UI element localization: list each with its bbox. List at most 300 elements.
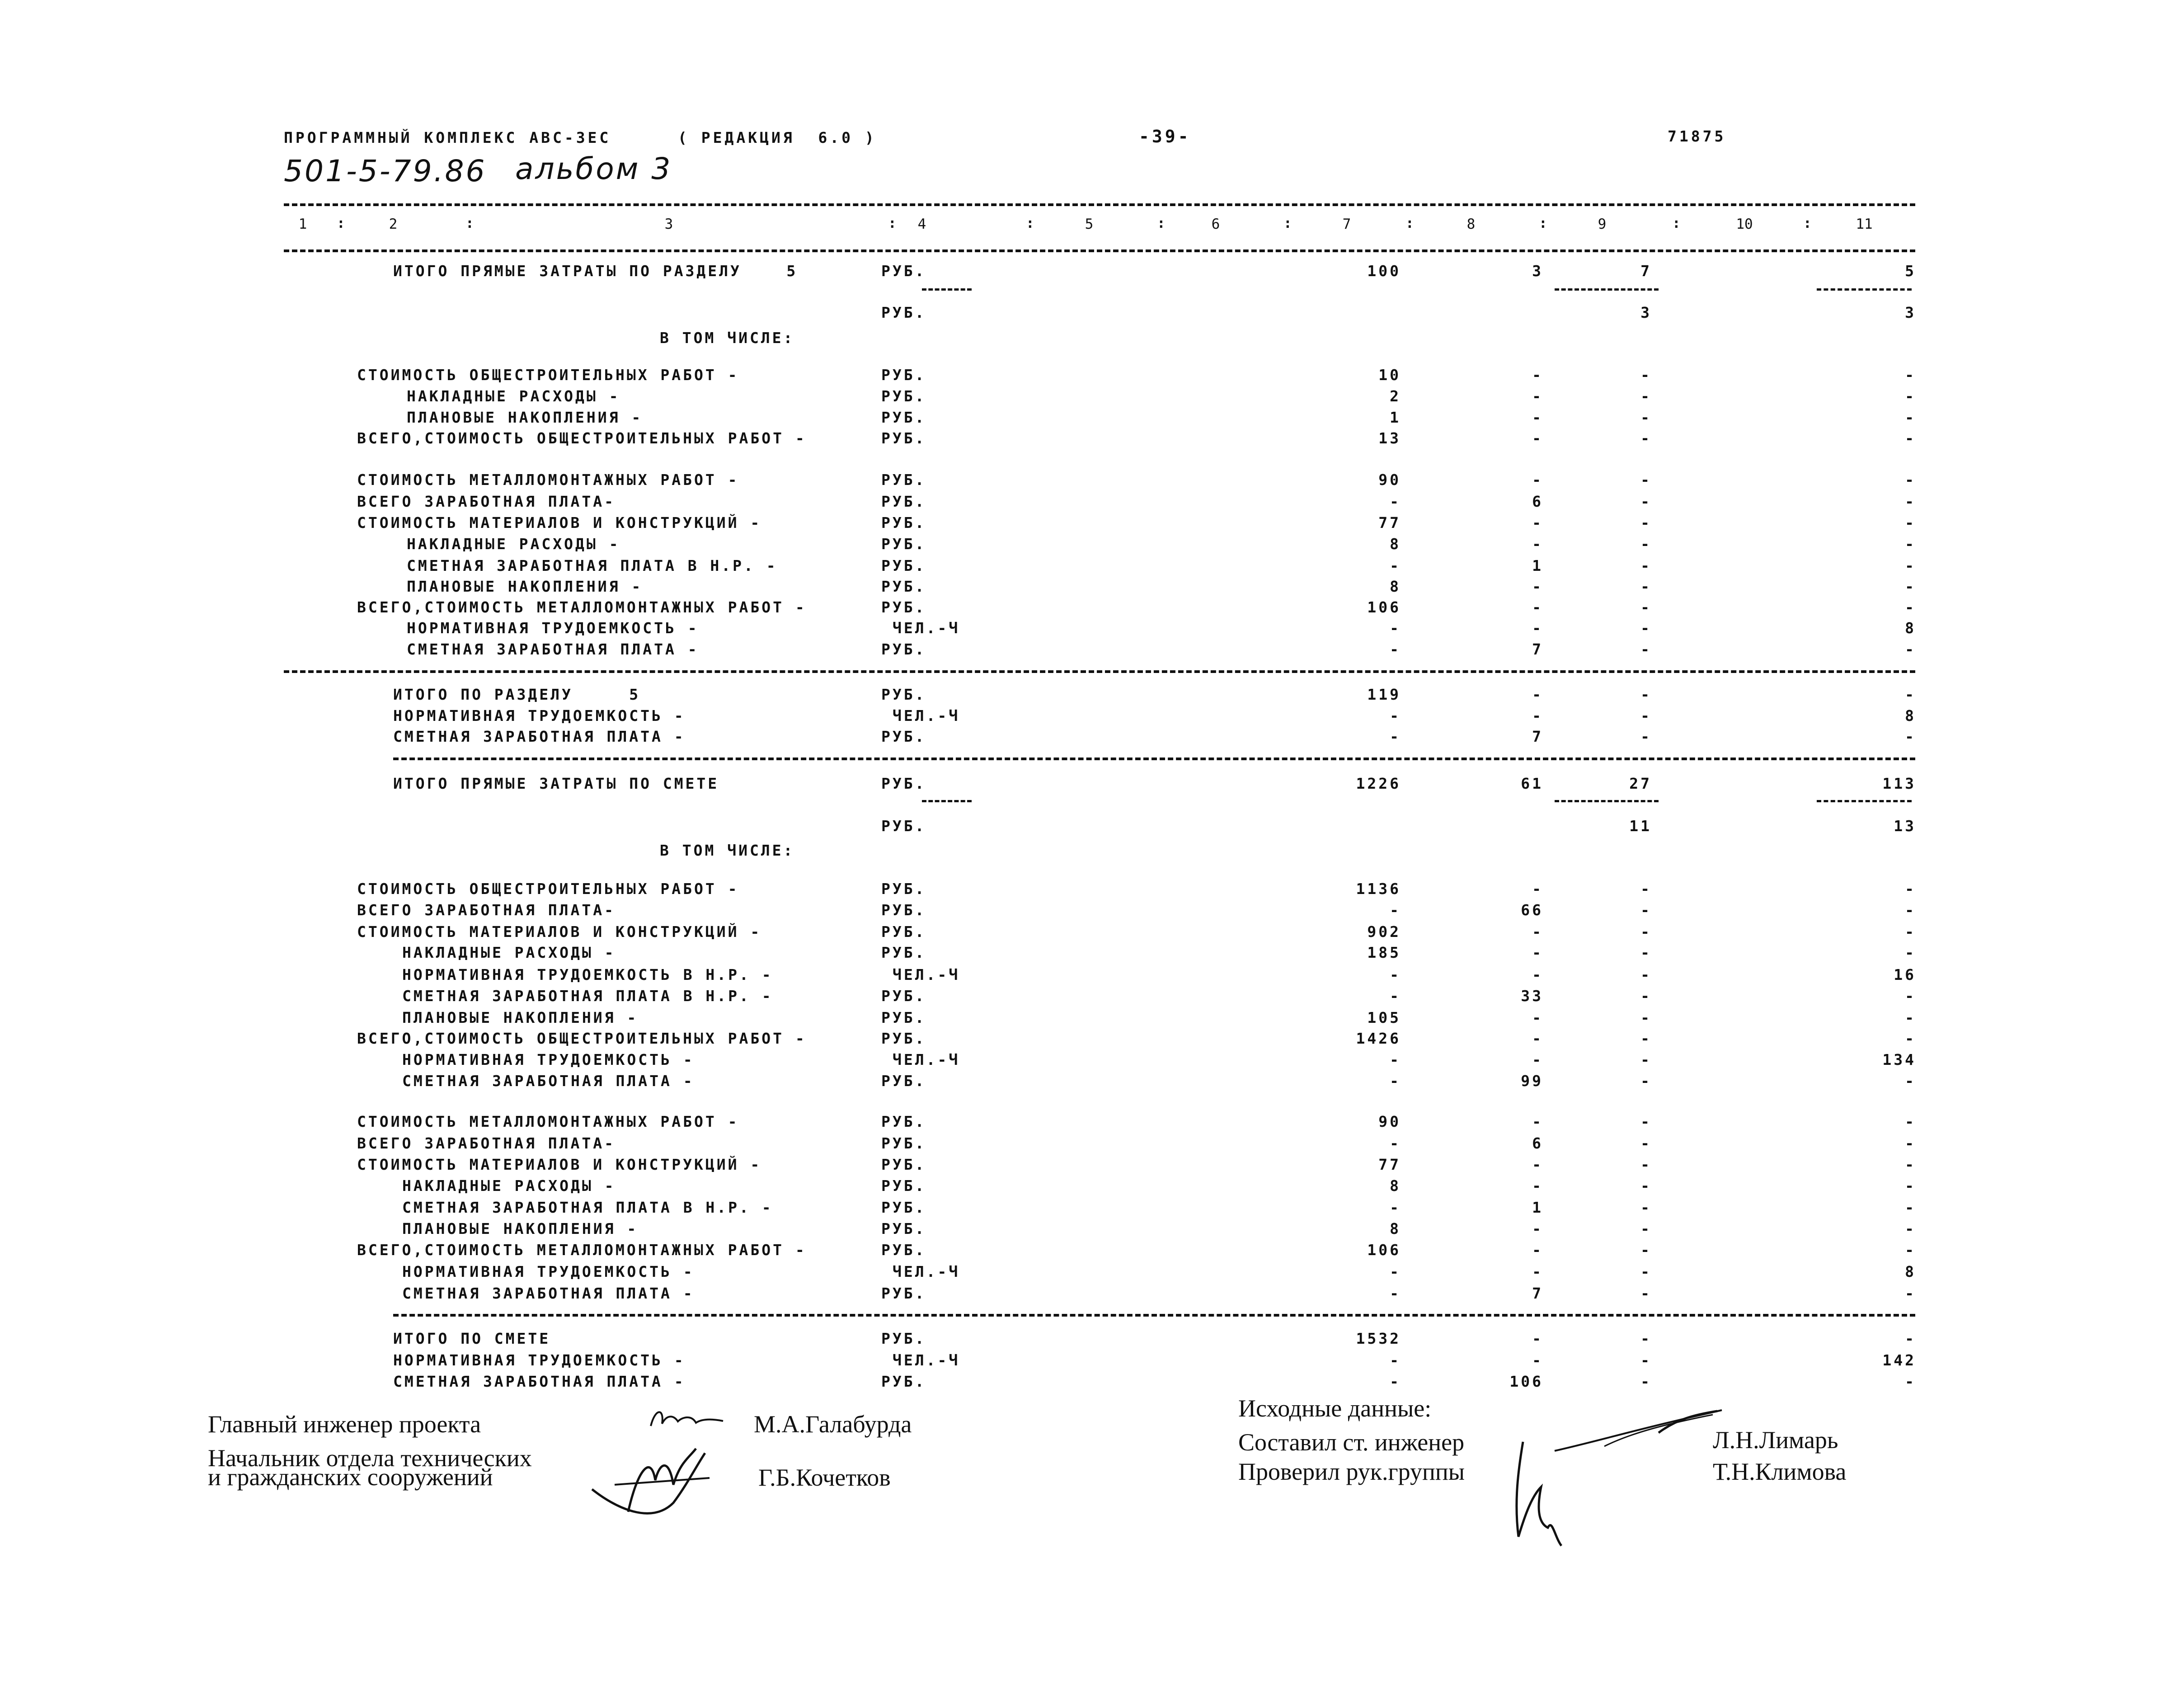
row-unit: РУБ. [881,598,926,616]
row-col7-value: 77 [1378,514,1401,532]
row-unit: РУБ. [881,1373,926,1390]
row-col8-value: - [1532,880,1543,898]
row-col8-value: - [1532,1220,1543,1237]
column-separator: : [1539,215,1547,231]
row-col8-value: - [1532,707,1543,725]
row-col7-value: - [1390,1051,1401,1068]
row-col7-value: - [1390,640,1401,658]
row-col9-value: 3 [1640,304,1652,321]
row-col7-value: - [1390,728,1401,745]
table-row [0,618,2162,638]
row-col7-value: 8 [1390,535,1401,553]
row-col11-value: - [1905,387,1916,405]
row-unit: РУБ. [881,817,926,835]
table-row [0,303,2162,323]
row-col9-value: - [1640,901,1652,919]
signature-role-checked-by: Проверил рук.группы [1238,1458,1465,1485]
row-col7-value: 185 [1367,944,1401,961]
row-unit: ЧЕЛ.-Ч [893,1263,960,1280]
estimate-total-rule [393,1314,1915,1317]
handwritten-signature-compiled-by [1550,1406,1731,1460]
row-label: СМЕТНАЯ ЗАРАБОТНАЯ ПЛАТА В Н.Р. - [402,1199,773,1216]
row-unit: ЧЕЛ.-Ч [893,1351,960,1369]
row-col9-value: - [1640,1330,1652,1347]
table-row [0,1240,2162,1260]
row-col8-value: - [1532,944,1543,961]
row-col9-value: 7 [1640,262,1652,280]
row-col11-value: 8 [1905,1263,1916,1280]
row-unit: РУБ. [881,1285,926,1302]
row-col11-value: - [1905,557,1916,574]
row-col8-value: 33 [1521,987,1543,1005]
row-label: ИТОГО ПРЯМЫЕ ЗАТРАТЫ ПО РАЗДЕЛУ 5 [393,262,798,280]
table-row [0,1112,2162,1132]
row-label: НОРМАТИВНАЯ ТРУДОЕМКОСТЬ - [402,1263,695,1280]
row-label: НОРМАТИВНАЯ ТРУДОЕМКОСТЬ - [393,707,686,725]
row-col7-value: - [1390,1199,1401,1216]
direct-costs-rule [393,758,1915,760]
row-col8-value: - [1532,1030,1543,1047]
row-col7-value: - [1390,493,1401,510]
row-unit: РУБ. [881,429,926,447]
row-col9-value: - [1640,557,1652,574]
row-label: ИТОГО ПО СМЕТЕ [393,1330,551,1347]
row-unit: РУБ. [881,944,926,961]
row-unit: РУБ. [881,1072,926,1090]
row-col8-value: - [1532,578,1543,595]
row-col8-value: - [1532,598,1543,616]
signature-role-chief-engineer: Главный инженер проекта [208,1411,481,1438]
row-col9-value: - [1640,387,1652,405]
row-col11-value: - [1905,1177,1916,1195]
row-col11-value: - [1905,1113,1916,1130]
row-col9-value: - [1640,1177,1652,1195]
row-col8-value: - [1532,1263,1543,1280]
row-col8-value: - [1532,1009,1543,1026]
row-unit: РУБ. [881,1113,926,1130]
row-col7-value: 1426 [1356,1030,1401,1047]
row-col9-value: - [1640,1113,1652,1130]
table-row [0,1329,2162,1349]
column-number-6: 6 [1211,216,1220,232]
row-col11-value: - [1905,1220,1916,1237]
column-separator: : [1283,215,1292,231]
row-col9-value: - [1640,598,1652,616]
row-col7-value: - [1390,619,1401,637]
row-col7-value: 105 [1367,1009,1401,1026]
row-label: В ТОМ ЧИСЛЕ: [660,842,795,859]
row-unit: РУБ. [881,387,926,405]
row-col7-value: - [1390,1285,1401,1302]
row-label: НАКЛАДНЫЕ РАСХОДЫ - [402,1177,616,1195]
row-col9-value: - [1640,1220,1652,1237]
row-col9-value: - [1640,880,1652,898]
row-col11-value: - [1905,578,1916,595]
row-col9-value: - [1640,987,1652,1005]
row-col9-value: 27 [1629,775,1652,792]
row-unit: РУБ. [881,1134,926,1152]
table-row [0,534,2162,554]
row-col9-value: - [1640,1285,1652,1302]
row-col7-value: 77 [1378,1156,1401,1173]
row-col7-value: 1 [1390,409,1401,426]
row-col7-value: - [1390,1134,1401,1152]
row-col7-value: 119 [1367,686,1401,703]
handwritten-signature-checked-by [1505,1433,1568,1550]
row-col9-value: - [1640,1009,1652,1026]
row-label: ВСЕГО,СТОИМОСТЬ ОБЩЕСТРОИТЕЛЬНЫХ РАБОТ - [357,429,807,447]
handwritten-album-label: альбом 3 [515,151,672,186]
row-col8-value: 7 [1532,640,1543,658]
row-unit: РУБ. [881,880,926,898]
row-col11-value: 8 [1905,619,1916,637]
row-col9-value: - [1640,1051,1652,1068]
row-col7-value: 90 [1378,1113,1401,1130]
row-col11-value: - [1905,1330,1916,1347]
row-col11-value: 16 [1894,966,1916,983]
row-unit: РУБ. [881,1177,926,1195]
row-col11-value: 3 [1905,304,1916,321]
row-col11-value: - [1905,1199,1916,1216]
table-top-rule [284,203,1915,206]
row-unit: РУБ. [881,1330,926,1347]
row-col9-value: - [1640,944,1652,961]
row-label: ПЛАНОВЫЕ НАКОПЛЕНИЯ - [402,1220,639,1237]
table-row [0,328,2162,348]
row-label: СТОИМОСТЬ ОБЩЕСТРОИТЕЛЬНЫХ РАБОТ - [357,366,739,384]
row-label: СТОИМОСТЬ МАТЕРИАЛОВ И КОНСТРУКЦИЙ - [357,923,762,941]
row-col9-value: - [1640,535,1652,553]
row-unit: РУБ. [881,775,926,792]
row-col9-value: - [1640,619,1652,637]
row-col11-value: 8 [1905,707,1916,725]
row-col11-value: - [1905,901,1916,919]
row-col9-value: - [1640,1199,1652,1216]
row-unit: РУБ. [881,1220,926,1237]
row-col11-value: - [1905,598,1916,616]
row-label: НАКЛАДНЫЕ РАСХОДЫ - [402,944,616,961]
row-label: СТОИМОСТЬ МЕТАЛЛОМОНТАЖНЫХ РАБОТ - [357,1113,739,1130]
column-separator: : [1157,215,1166,231]
row-label: СТОИМОСТЬ ОБЩЕСТРОИТЕЛЬНЫХ РАБОТ - [357,880,739,898]
row-col8-value: - [1532,535,1543,553]
row-col8-value: 7 [1532,1285,1543,1302]
row-col11-value: - [1905,429,1916,447]
row-col7-value: - [1390,1351,1401,1369]
column-number-9: 9 [1598,216,1607,232]
row-col9-value: - [1640,923,1652,941]
row-label: ВСЕГО ЗАРАБОТНАЯ ПЛАТА- [357,493,616,510]
row-col11-value: - [1905,471,1916,489]
row-col11-value: - [1905,1134,1916,1152]
row-col7-value: 8 [1390,1220,1401,1237]
table-row [0,365,2162,385]
row-col8-value: - [1532,366,1543,384]
column-number-10: 10 [1736,216,1753,232]
row-col9-value: - [1640,578,1652,595]
row-col8-value: - [1532,409,1543,426]
row-col8-value: - [1532,966,1543,983]
row-label: СМЕТНАЯ ЗАРАБОТНАЯ ПЛАТА В Н.Р. - [407,557,778,574]
row-col8-value: - [1532,514,1543,532]
subrule-unit-2 [922,800,972,802]
row-col7-value: - [1390,966,1401,983]
row-col9-value: - [1640,514,1652,532]
subrule-c11-2 [1817,800,1912,802]
row-col11-value: - [1905,686,1916,703]
table-row [0,1350,2162,1370]
table-row [0,1134,2162,1153]
subrule-c9-1 [1555,288,1659,291]
row-unit: РУБ. [881,514,926,532]
table-row [0,986,2162,1006]
table-row [0,1372,2162,1392]
column-separator: : [888,215,897,231]
row-col7-value: - [1390,707,1401,725]
row-unit: РУБ. [881,728,926,745]
row-unit: РУБ. [881,987,926,1005]
signature-name-compiled-by: Л.Н.Лимарь [1713,1426,1838,1454]
row-col7-value: - [1390,987,1401,1005]
document-number: 71875 [1668,127,1726,145]
row-col11-value: 5 [1905,262,1916,280]
row-col11-value: - [1905,640,1916,658]
row-col11-value: - [1905,1009,1916,1026]
row-label: ВСЕГО,СТОИМОСТЬ МЕТАЛЛОМОНТАЖНЫХ РАБОТ - [357,1241,807,1259]
table-row [0,492,2162,512]
row-label: СТОИМОСТЬ МАТЕРИАЛОВ И КОНСТРУКЦИЙ - [357,1156,762,1173]
row-col8-value: 6 [1532,1134,1543,1152]
row-label: СТОИМОСТЬ МАТЕРИАЛОВ И КОНСТРУКЦИЙ - [357,514,762,532]
subrule-unit-1 [922,288,972,291]
row-label: НОРМАТИВНАЯ ТРУДОЕМКОСТЬ - [407,619,699,637]
column-header-bottom-rule [284,249,1915,252]
row-col7-value: - [1390,1263,1401,1280]
row-col8-value: 1 [1532,1199,1543,1216]
row-col7-value: - [1390,901,1401,919]
table-row [0,577,2162,597]
row-unit: РУБ. [881,923,926,941]
row-col8-value: - [1532,1330,1543,1347]
row-col9-value: - [1640,707,1652,725]
row-col8-value: - [1532,471,1543,489]
row-unit: РУБ. [881,1241,926,1259]
row-label: СМЕТНАЯ ЗАРАБОТНАЯ ПЛАТА - [402,1285,695,1302]
row-col9-value: - [1640,1134,1652,1152]
table-row [0,428,2162,448]
row-col8-value: 99 [1521,1072,1543,1090]
column-number-4: 4 [917,216,926,232]
signature-role-compiled-by: Составил ст. инженер [1238,1429,1465,1456]
column-separator: : [1672,215,1681,231]
table-row [0,706,2162,726]
row-col11-value: - [1905,1285,1916,1302]
table-row [0,685,2162,705]
table-row [0,640,2162,659]
table-row [0,1071,2162,1091]
table-row [0,943,2162,963]
row-col9-value: - [1640,493,1652,510]
row-unit: РУБ. [881,1030,926,1047]
row-col7-value: 106 [1367,1241,1401,1259]
row-col9-value: 11 [1629,817,1652,835]
row-col11-value: - [1905,514,1916,532]
row-col9-value: - [1640,1351,1652,1369]
program-title: ПРОГРАММНЫЙ КОМПЛЕКС АВС-3ЕС [284,129,611,146]
source-data-title: Исходные данные: [1238,1395,1432,1422]
signature-name-chief-engineer: М.А.Галабурда [754,1411,912,1438]
table-row [0,774,2162,794]
table-row [0,386,2162,406]
table-row [0,727,2162,747]
column-separator: : [1803,215,1812,231]
row-label: НАКЛАДНЫЕ РАСХОДЫ - [407,535,620,553]
row-col11-value: - [1905,728,1916,745]
table-row [0,513,2162,533]
table-row [0,965,2162,985]
row-unit: ЧЕЛ.-Ч [893,966,960,983]
row-col9-value: - [1640,409,1652,426]
table-row [0,1008,2162,1028]
row-col7-value: 1226 [1356,775,1401,792]
row-col11-value: - [1905,1072,1916,1090]
row-col7-value: - [1390,1072,1401,1090]
row-unit: РУБ. [881,686,926,703]
table-row [0,879,2162,899]
signature-role-department-head: Начальник отдела технических и гражданских сооружений [208,1445,532,1491]
column-separator: : [465,215,474,231]
row-col11-value: - [1905,1156,1916,1173]
row-label: СТОИМОСТЬ МЕТАЛЛОМОНТАЖНЫХ РАБОТ - [357,471,739,489]
column-number-8: 8 [1466,216,1476,232]
row-col8-value: - [1532,686,1543,703]
table-row [0,900,2162,920]
row-col11-value: - [1905,409,1916,426]
row-label: ИТОГО ПО РАЗДЕЛУ 5 [393,686,641,703]
row-col9-value: - [1640,1241,1652,1259]
row-col11-value: - [1905,493,1916,510]
row-label: ИТОГО ПРЯМЫЕ ЗАТРАТЫ ПО СМЕТЕ [393,775,719,792]
row-col8-value: 66 [1521,901,1543,919]
section-total-rule [284,670,1915,673]
handwritten-signature-department-head [588,1435,719,1534]
handwritten-signature-chief-engineer [646,1406,737,1437]
row-col8-value: 1 [1532,557,1543,574]
row-unit: РУБ. [881,1009,926,1026]
row-unit: РУБ. [881,535,926,553]
column-number-1: 1 [298,216,307,232]
row-col8-value: - [1532,1351,1543,1369]
table-row [0,408,2162,428]
row-unit: РУБ. [881,578,926,595]
table-row [0,261,2162,281]
row-label: В ТОМ ЧИСЛЕ: [660,329,795,347]
row-label: ВСЕГО,СТОИМОСТЬ ОБЩЕСТРОИТЕЛЬНЫХ РАБОТ - [357,1030,807,1047]
row-label: СМЕТНАЯ ЗАРАБОТНАЯ ПЛАТА - [402,1072,695,1090]
column-separator: : [337,215,345,231]
row-col11-value: 113 [1882,775,1916,792]
table-row [0,1155,2162,1175]
row-col11-value: - [1905,535,1916,553]
row-col7-value: 10 [1378,366,1401,384]
row-unit: РУБ. [881,493,926,510]
row-col8-value: 106 [1509,1373,1543,1390]
table-row [0,598,2162,617]
row-col7-value: 1136 [1356,880,1401,898]
row-col7-value: 902 [1367,923,1401,941]
row-col8-value: - [1532,1177,1543,1195]
row-label: НАКЛАДНЫЕ РАСХОДЫ - [407,387,620,405]
table-row [0,1284,2162,1303]
row-unit: РУБ. [881,366,926,384]
row-unit: РУБ. [881,262,926,280]
table-row [0,1262,2162,1282]
row-unit: ЧЕЛ.-Ч [893,619,960,637]
row-label: ПЛАНОВЫЕ НАКОПЛЕНИЯ - [402,1009,639,1026]
row-unit: РУБ. [881,1156,926,1173]
row-unit: ЧЕЛ.-Ч [893,1051,960,1068]
row-col11-value: 134 [1882,1051,1916,1068]
row-label: ВСЕГО ЗАРАБОТНАЯ ПЛАТА- [357,1134,616,1152]
row-label: ВСЕГО ЗАРАБОТНАЯ ПЛАТА- [357,901,616,919]
row-col8-value: - [1532,429,1543,447]
column-separator: : [1405,215,1414,231]
program-edition: ( РЕДАКЦИЯ 6.0 ) [678,129,877,146]
row-label: ВСЕГО,СТОИМОСТЬ МЕТАЛЛОМОНТАЖНЫХ РАБОТ - [357,598,807,616]
row-col7-value: 1532 [1356,1330,1401,1347]
row-col9-value: - [1640,686,1652,703]
row-col8-value: 7 [1532,728,1543,745]
column-number-7: 7 [1342,216,1351,232]
row-label: СМЕТНАЯ ЗАРАБОТНАЯ ПЛАТА - [393,728,686,745]
row-col11-value: 13 [1894,817,1916,835]
row-col8-value: - [1532,619,1543,637]
row-col7-value: 90 [1378,471,1401,489]
row-label: ПЛАНОВЫЕ НАКОПЛЕНИЯ - [407,409,643,426]
row-col7-value: 8 [1390,1177,1401,1195]
row-unit: РУБ. [881,557,926,574]
column-number-5: 5 [1085,216,1094,232]
table-row [0,1219,2162,1239]
table-row [0,841,2162,861]
row-col11-value: - [1905,944,1916,961]
row-col7-value: 8 [1390,578,1401,595]
row-col11-value: - [1905,987,1916,1005]
row-col9-value: - [1640,471,1652,489]
row-col9-value: - [1640,366,1652,384]
signature-name-checked-by: Т.Н.Климова [1713,1458,1847,1485]
row-col8-value: - [1532,1241,1543,1259]
handwritten-project-ref: 501-5-79.86 [284,154,487,188]
row-label: ПЛАНОВЫЕ НАКОПЛЕНИЯ - [407,578,643,595]
row-col9-value: - [1640,1156,1652,1173]
row-label: НОРМАТИВНАЯ ТРУДОЕМКОСТЬ В Н.Р. - [402,966,773,983]
subrule-c9-2 [1555,800,1659,802]
row-col7-value: 100 [1367,262,1401,280]
table-row [0,1176,2162,1196]
row-unit: РУБ. [881,640,926,658]
column-number-2: 2 [389,216,398,232]
row-col8-value: 3 [1532,262,1543,280]
table-row [0,1050,2162,1070]
table-row [0,556,2162,576]
column-number-3: 3 [664,216,673,232]
row-label: НОРМАТИВНАЯ ТРУДОЕМКОСТЬ - [393,1351,686,1369]
row-col11-value: - [1905,923,1916,941]
column-number-11: 11 [1856,216,1873,232]
row-col9-value: - [1640,966,1652,983]
row-unit: РУБ. [881,409,926,426]
